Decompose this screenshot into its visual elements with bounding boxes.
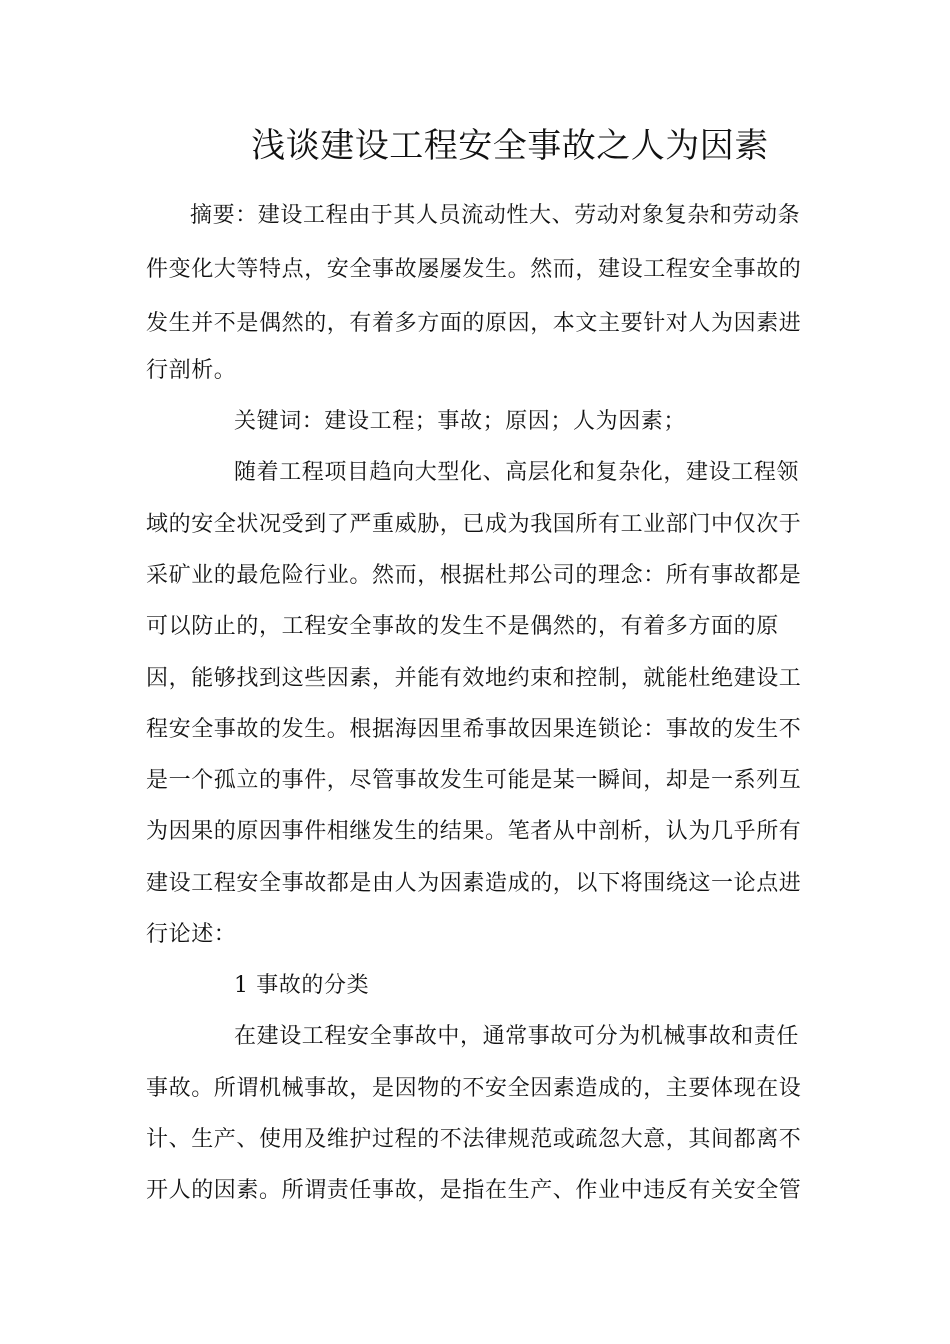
- section-line-3: 计、生产、使用及维护过程的不法律规范或疏忽大意，其间都离不: [146, 1127, 802, 1152]
- body-line-2: 域的安全状况受到了严重威胁，已成为我国所有工业部门中仅次于: [146, 512, 802, 537]
- section-line-2: 事故。所谓机械事故，是因物的不安全因素造成的，主要体现在设: [146, 1076, 802, 1101]
- body-line-9: 建设工程安全事故都是由人为因素造成的，以下将围绕这一论点进: [146, 871, 802, 896]
- section-line-4: 开人的因素。所谓责任事故，是指在生产、作业中违反有关安全管: [146, 1178, 802, 1203]
- section-line-1: 在建设工程安全事故中，通常事故可分为机械事故和责任: [234, 1024, 800, 1049]
- body-line-5: 因，能够找到这些因素，并能有效地约束和控制，就能杜绝建设工: [146, 666, 802, 691]
- keywords-line: 关键词：建设工程；事故；原因；人为因素；: [234, 409, 687, 434]
- body-line-7: 是一个孤立的事件，尽管事故发生可能是某一瞬间，却是一系列互: [146, 768, 802, 793]
- abstract-line-3: 发生并不是偶然的，有着多方面的原因，本文主要针对人为因素进: [146, 311, 802, 336]
- abstract-line-2: 件变化大等特点，安全事故屡屡发生。然而，建设工程安全事故的: [146, 257, 802, 282]
- body-line-10: 行论述：: [146, 922, 237, 947]
- section-heading: 1 事故的分类: [234, 973, 370, 998]
- body-line-3: 采矿业的最危险行业。然而，根据杜邦公司的理念：所有事故都是: [146, 563, 802, 588]
- abstract-line-4: 行剖析。: [146, 358, 237, 383]
- body-line-8: 为因果的原因事件相继发生的结果。笔者从中剖析，认为几乎所有: [146, 819, 802, 844]
- body-line-6: 程安全事故的发生。根据海因里希事故因果连锁论：事故的发生不: [146, 717, 802, 742]
- body-line-1: 随着工程项目趋向大型化、高层化和复杂化，建设工程领: [234, 460, 800, 485]
- document-title: 浅谈建设工程安全事故之人为因素: [251, 126, 769, 166]
- abstract-line-1: 摘要：建设工程由于其人员流动性大、劳动对象复杂和劳动条: [190, 203, 801, 228]
- body-line-4: 可以防止的，工程安全事故的发生不是偶然的，有着多方面的原: [146, 614, 779, 639]
